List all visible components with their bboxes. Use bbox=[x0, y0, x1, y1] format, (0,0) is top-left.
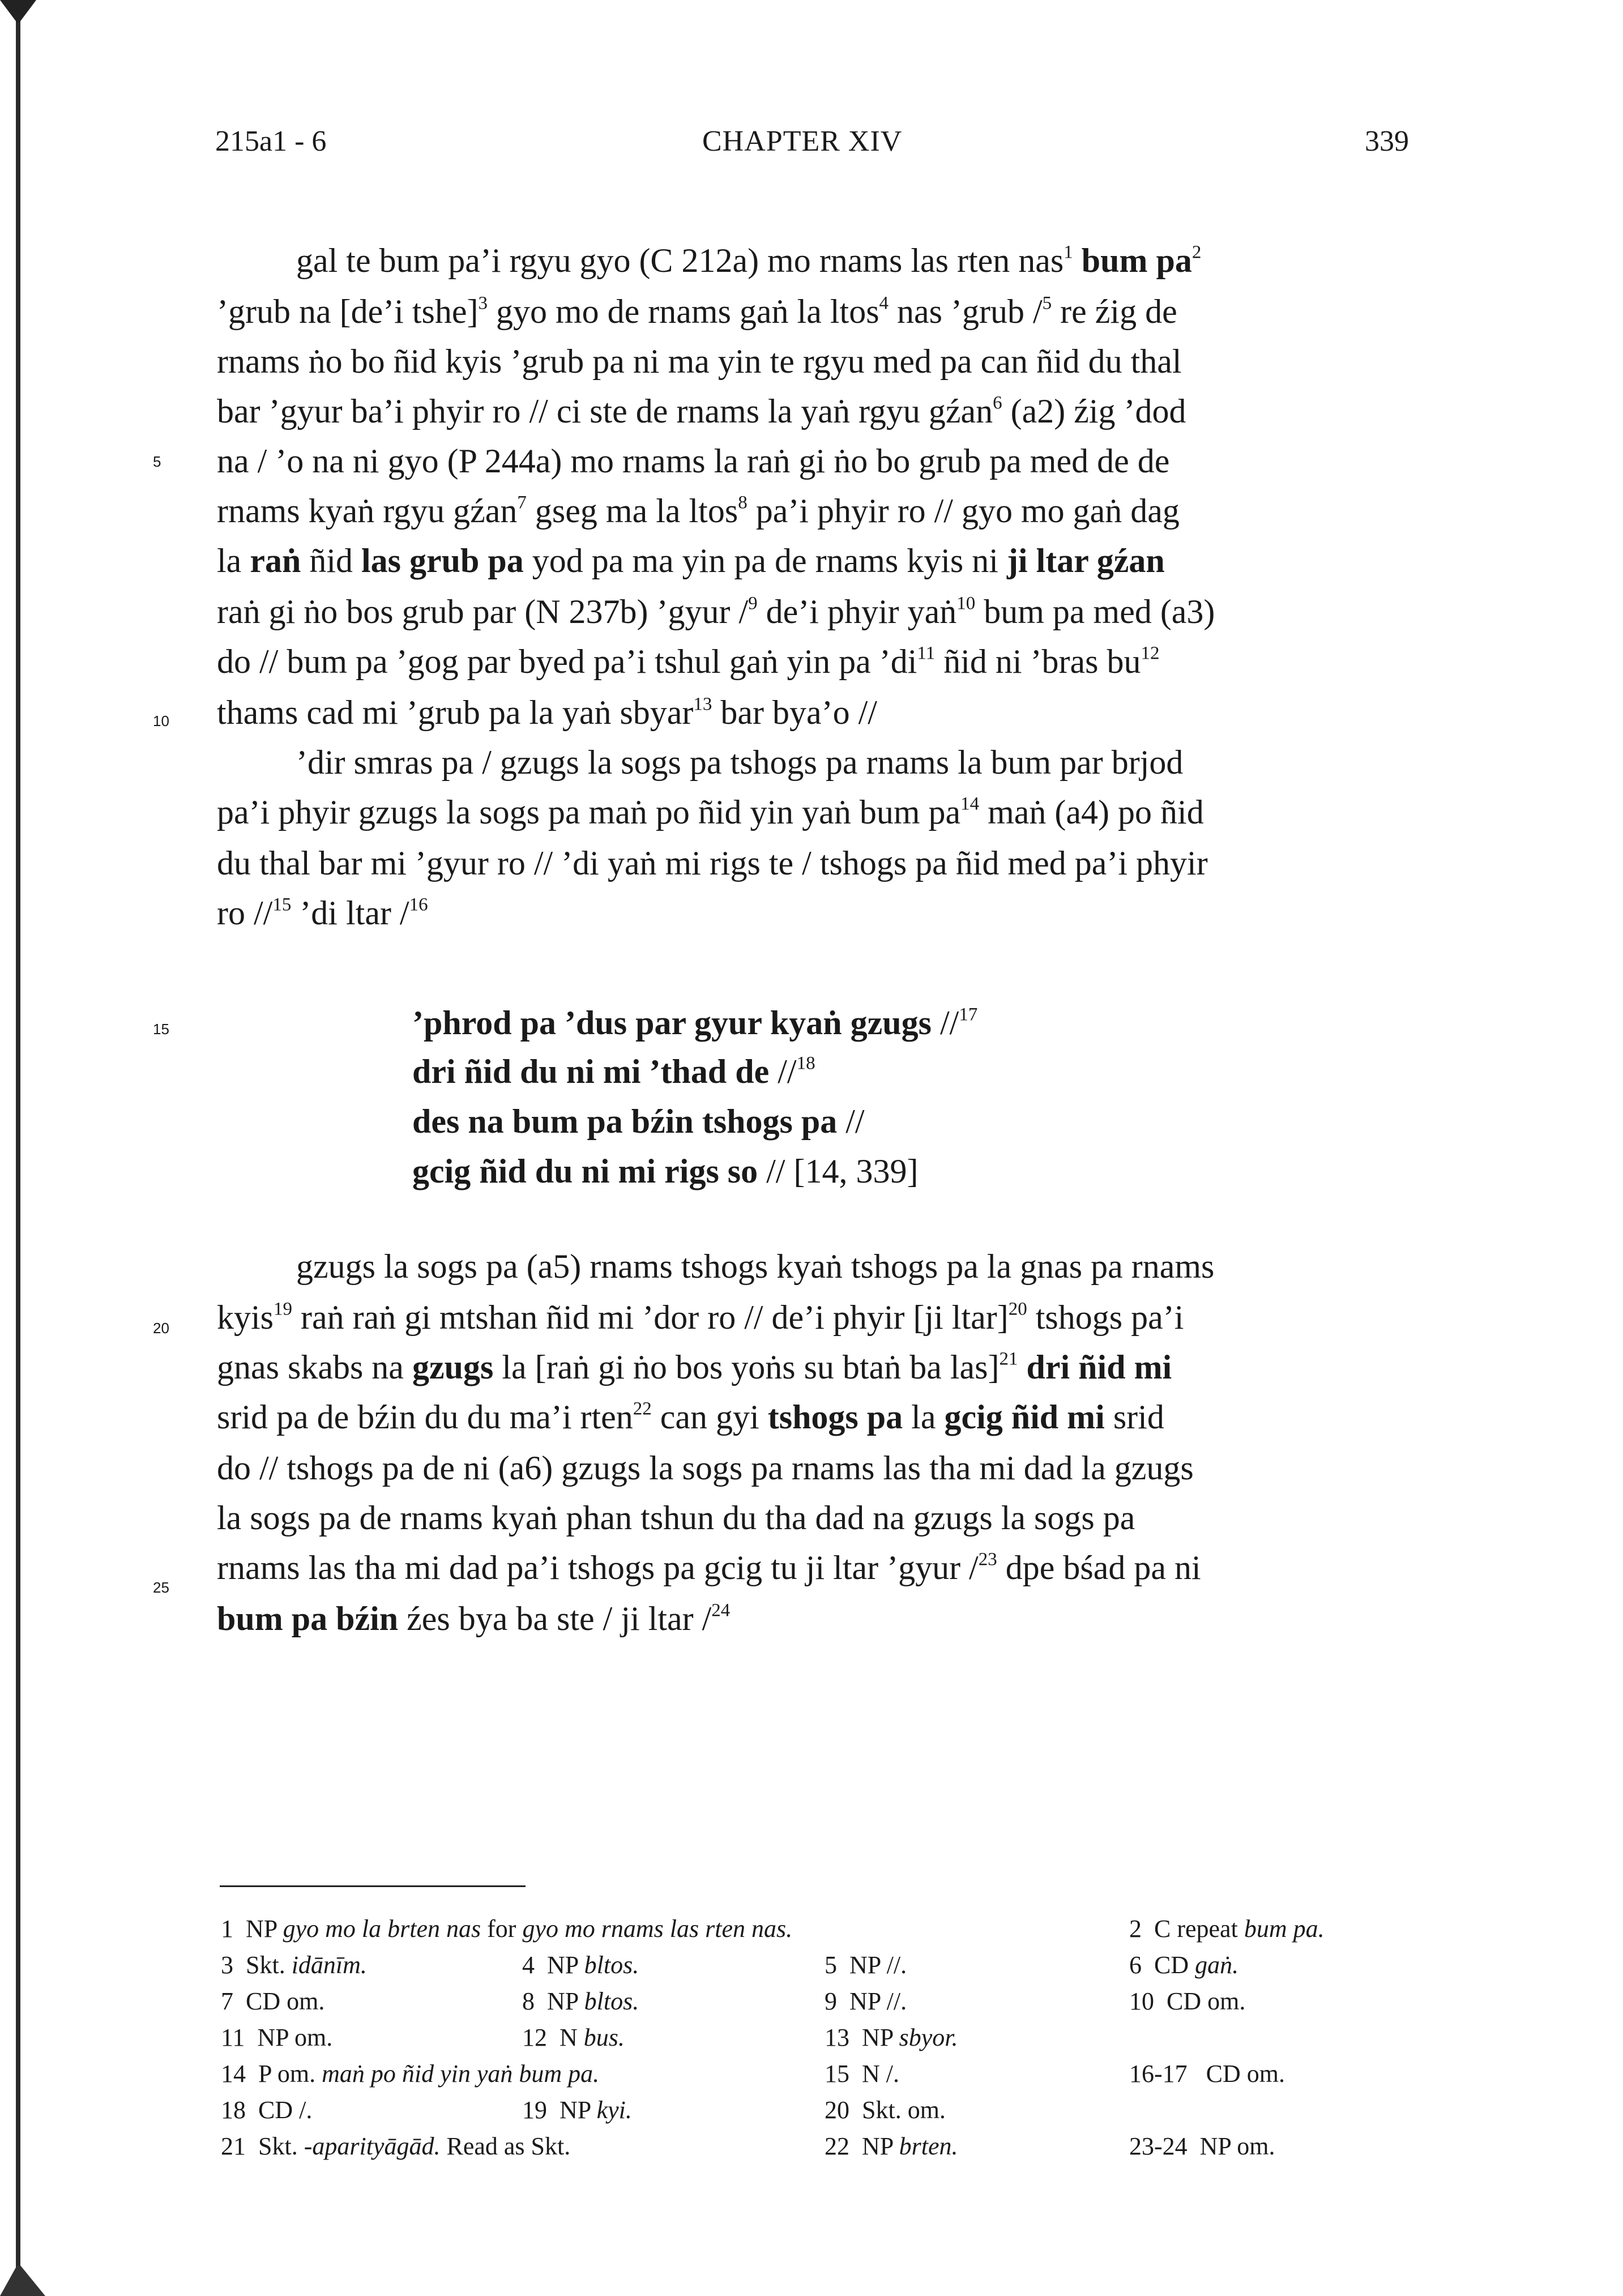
running-header-chapter: CHAPTER XIV bbox=[702, 125, 903, 157]
line-number-25: 25 bbox=[153, 1579, 169, 1596]
body-line: gal te bum pa’i rgyu gyo (C 212a) mo rnams las rten nas$^1$ bum $pa^2$ bbox=[296, 242, 1202, 279]
page-number: 339 bbox=[1365, 125, 1409, 157]
body-line: du thal bar mi ’gyur ro // ’di yaṅ mi rigs te / tshogs pa ñid med pa’i phyir bbox=[217, 844, 1208, 882]
footnote: 23-24 NP om. bbox=[1129, 2132, 1275, 2160]
body-line: kyis$^{19}$ raṅ raṅ gi mtshan ñid mi ’dor ro // de’i phyir [ji ltar]$^{20}$ tshogs pa’i bbox=[217, 1299, 1184, 1336]
body-line: thams cad mi ’grub pa la yaṅ sbyar$^{13}$ bar bya’o // bbox=[217, 694, 877, 731]
footnote: 20 Skt. om. bbox=[825, 2096, 946, 2124]
line-number-10: 10 bbox=[153, 712, 169, 729]
verse-line: dri ñid du ni mi ’thad de //$^{18}$ bbox=[412, 1053, 815, 1090]
body-line: ’dir smras pa / gzugs la sogs pa tshogs pa rnams la bum par brjod bbox=[296, 744, 1184, 781]
footnote: 2 C repeat bum pa. bbox=[1129, 1915, 1325, 1943]
footnote-rule bbox=[220, 1885, 526, 1887]
verse-line: gcig ñid du ni mi rigs so // [14, 339] bbox=[412, 1153, 919, 1190]
binding-top-mark bbox=[0, 0, 36, 23]
body-line: rnams ṅo bo ñid kyis ’grub pa ni ma yin te rgyu med pa can ñid du thal bbox=[217, 343, 1182, 380]
body-line: la sogs pa de rnams kyaṅ phan tshun du tha dad na gzugs la sogs pa bbox=[217, 1499, 1135, 1537]
footnote: 12 N bus. bbox=[522, 2024, 625, 2051]
footnote: 19 NP kyi. bbox=[522, 2096, 632, 2124]
footnote: 9 NP //. bbox=[825, 1987, 907, 2015]
line-number-15: 15 bbox=[153, 1021, 169, 1038]
footnote: 4 NP bltos. bbox=[522, 1951, 639, 1979]
running-header-left: 215a1 - 6 bbox=[215, 125, 327, 157]
footnote: 16-17 CD om. bbox=[1129, 2060, 1285, 2088]
body-line: rnams las tha mi dad pa’i tshogs pa gcig tu ji ltar ’gyur /$^{23}$ dpe bśad pa ni bbox=[217, 1549, 1201, 1586]
footnote: 18 CD /. bbox=[221, 2096, 313, 2124]
footnote: 10 CD om. bbox=[1129, 1987, 1246, 2015]
page-binding-edge bbox=[16, 0, 20, 2296]
footnote: 22 NP brten. bbox=[825, 2132, 958, 2160]
body-line: ’grub na [de’i tshe]$^3$ gyo mo de rnams gaṅ la ltos$^4$ nas ’grub /$^5$ re źig de bbox=[217, 293, 1177, 330]
body-line: bar ’gyur ba’i phyir ro // ci ste de rnams la yaṅ rgyu gźan$^6$ (a2) źig ’dod bbox=[217, 392, 1186, 430]
body-line: pa’i phyir gzugs la sogs pa maṅ po ñid yin yaṅ bum $pa^{14}$ maṅ (a4) po ñid bbox=[217, 793, 1204, 831]
body-line: raṅ gi ṅo bos grub par (N 237b) ’gyur /$^9$ de’i phyir yaṅ$^{10}$ bum pa med (a3) bbox=[217, 593, 1215, 630]
footnote: 21 Skt. -aparityāgād. Read as Skt. bbox=[221, 2132, 571, 2160]
footnote: 15 N /. bbox=[825, 2060, 899, 2088]
body-line: rnams kyaṅ rgyu gźan$^7$ gseg ma la ltos$^8$ pa’i phyir ro // gyo mo gaṅ dag bbox=[217, 492, 1180, 530]
footnote: 13 NP sbyor. bbox=[825, 2024, 958, 2051]
footnote: 14 P om. maṅ po ñid yin yaṅ bum pa. bbox=[221, 2060, 600, 2088]
line-number-20: 20 bbox=[153, 1320, 169, 1337]
footnote: 1 NP gyo mo la brten nas for gyo mo rnams las rten nas. bbox=[221, 1915, 793, 1943]
body-line: gzugs la sogs pa (a5) rnams tshogs kyaṅ tshogs pa la gnas pa rnams bbox=[296, 1248, 1215, 1285]
footnote: 8 NP bltos. bbox=[522, 1987, 639, 2015]
body-line: do // bum pa ’gog par byed pa’i tshul gaṅ yin pa $’di^{11}$ ñid ni ’bras $bu^{12}$ bbox=[217, 643, 1160, 680]
body-line: la raṅ ñid las grub pa yod pa ma yin pa de rnams kyis ni ji ltar gźan bbox=[217, 542, 1165, 579]
body-line: na / ’o na ni gyo (P 244a) mo rnams la raṅ gi ṅo bo grub pa med de de bbox=[217, 442, 1170, 480]
footnote: 7 CD om. bbox=[221, 1987, 325, 2015]
body-line: ro //$^{15}$ ’di ltar /$^{16}$ bbox=[217, 894, 428, 932]
footnote: 3 Skt. idānīm. bbox=[221, 1951, 367, 1979]
binding-bottom-mark bbox=[0, 2265, 45, 2296]
verse-line: des na bum pa bźin tshogs pa // bbox=[412, 1103, 865, 1140]
footnote: 5 NP //. bbox=[825, 1951, 907, 1979]
body-line: srid pa de bźin du du ma’i rten$^{22}$ can gyi tshogs pa la gcig ñid mi srid bbox=[217, 1398, 1164, 1436]
body-line: bum pa bźin źes bya ba ste / ji ltar /$^{24}$ bbox=[217, 1600, 731, 1637]
footnote: 11 NP om. bbox=[221, 2024, 333, 2051]
body-line: gnas skabs na gzugs la [raṅ gi ṅo bos yoṅs su btaṅ ba las]$^{21}$ dri ñid mi bbox=[217, 1348, 1172, 1386]
body-line: do // tshogs pa de ni (a6) gzugs la sogs pa rnams las tha mi dad la gzugs bbox=[217, 1449, 1194, 1487]
verse-line: ’phrod pa ’dus par gyur kyaṅ gzugs //$^{17}$ bbox=[412, 1004, 978, 1042]
line-number-5: 5 bbox=[153, 453, 161, 470]
footnote: 6 CD gaṅ. bbox=[1129, 1951, 1239, 1979]
